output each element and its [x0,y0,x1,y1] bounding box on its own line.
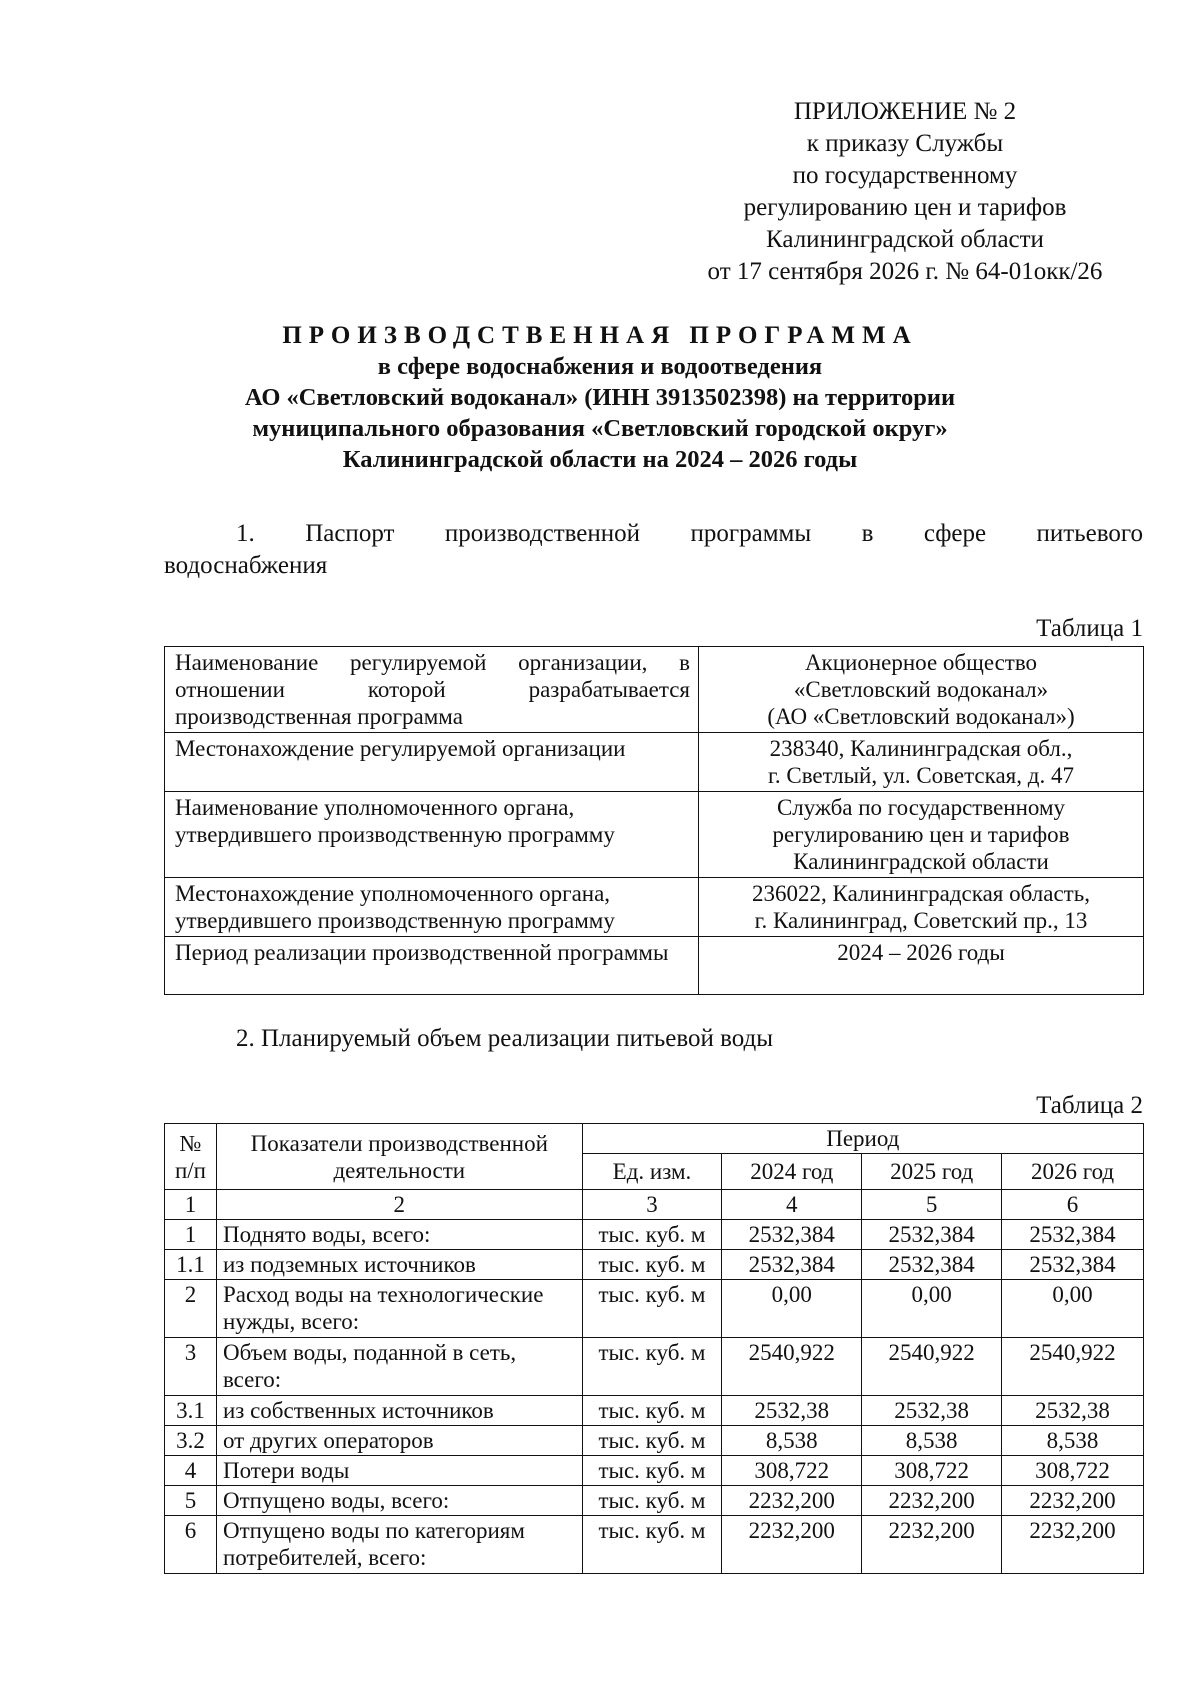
row-value-2024: 8,538 [722,1426,862,1456]
appendix-line: к приказу Службы [806,130,1004,157]
table-row [165,937,1144,995]
index-cell: 6 [1002,1190,1144,1220]
title-line: Калининградской области на 2024 – 2026 годы [342,446,858,473]
table-row [165,1338,1144,1396]
row-indicator: Отпущено воды по категориям потребителей, всего: [216,1516,582,1574]
title-line: муниципального образования «Светловский городской округ» [252,415,948,442]
table-row [165,1516,1144,1574]
row-number: 4 [165,1456,217,1486]
section-1-heading [164,518,1143,582]
header-year: 2024 год [722,1154,862,1190]
table-cell [699,733,1144,792]
index-cell: 2 [216,1190,582,1220]
table-row [165,733,1144,792]
row-value-2026: 0,00 [1002,1280,1144,1338]
appendix-line: ПРИЛОЖЕНИЕ № 2 [793,98,1017,125]
row-value-2024: 2232,200 [722,1486,862,1516]
row-value-2025: 2540,922 [862,1338,1002,1396]
row-value-2025: 2232,200 [862,1486,1002,1516]
cell-line: 236022, Калининградская область, [752,881,1090,906]
table-row [165,1426,1144,1456]
water-volume-table [164,1123,1144,1574]
table-cell [699,792,1144,878]
table-row [165,1486,1144,1516]
row-value-2024: 2532,384 [722,1220,862,1250]
row-value-2024: 0,00 [722,1280,862,1338]
row-value-2026: 2540,922 [1002,1338,1144,1396]
table-cell: Наименование уполномоченного органа, утвердившего производственную программу [165,792,699,878]
index-cell: 3 [582,1190,722,1220]
cell-line: Служба по государственному [776,795,1066,820]
row-value-2024: 2540,922 [722,1338,862,1396]
row-value-2024: 2532,38 [722,1396,862,1426]
table-cell: Местонахождение уполномоченного органа, утвердившего производственную программу [165,878,699,937]
title-line: в сфере водоснабжения и водоотведения [377,353,823,380]
row-unit: тыс. куб. м [582,1456,722,1486]
row-unit: тыс. куб. м [582,1486,722,1516]
appendix-line: регулированию цен и тарифов [743,194,1067,221]
row-unit: тыс. куб. м [582,1220,722,1250]
row-number: 6 [165,1516,217,1574]
row-number: 3.1 [165,1396,217,1426]
row-value-2024: 2532,384 [722,1250,862,1280]
row-unit: тыс. куб. м [582,1250,722,1280]
cell-line: Акционерное общество [804,650,1038,675]
table-row [165,1220,1144,1250]
table-row [165,1280,1144,1338]
cell-line: г. Светлый, ул. Советская, д. 47 [768,763,1074,788]
table-index-row [165,1190,1144,1220]
table-row [165,878,1144,937]
header-year: 2026 год [1002,1154,1144,1190]
row-indicator: Расход воды на технологические нужды, всего: [216,1280,582,1338]
row-indicator: Потери воды [216,1456,582,1486]
index-cell: 4 [722,1190,862,1220]
table-cell [699,937,1144,995]
row-number: 1 [165,1220,217,1250]
row-indicator: из собственных источников [216,1396,582,1426]
row-value-2026: 2232,200 [1002,1486,1144,1516]
cell-line: Калининградской области [793,849,1049,874]
row-number: 2 [165,1280,217,1338]
passport-table [164,646,1144,995]
row-value-2025: 2232,200 [862,1516,1002,1574]
row-value-2026: 2232,200 [1002,1516,1144,1574]
cell-line: (АО «Светловский водоканал») [767,704,1075,729]
cell-line: «Светловский водоканал» [793,677,1049,702]
index-cell: 1 [165,1190,217,1220]
row-value-2025: 308,722 [862,1456,1002,1486]
row-indicator: из подземных источников [216,1250,582,1280]
row-unit: тыс. куб. м [582,1426,722,1456]
header-unit: Ед. изм. [582,1154,722,1190]
row-value-2025: 2532,384 [862,1220,1002,1250]
table-row [165,1250,1144,1280]
table-cell [699,878,1144,937]
row-value-2026: 2532,38 [1002,1396,1144,1426]
row-number: 1.1 [165,1250,217,1280]
row-number: 5 [165,1486,217,1516]
title-main: ПРОИЗВОДСТВЕННАЯ ПРОГРАММА [282,322,918,349]
header-period: Период [582,1124,1143,1154]
row-value-2026: 2532,384 [1002,1250,1144,1280]
table-1-caption: Таблица 1 [1036,615,1143,642]
appendix-line: от 17 сентября 2026 г. № 64-01окк/26 [707,258,1103,285]
cell-line: 238340, Калининградская обл., [769,736,1073,761]
row-unit: тыс. куб. м [582,1338,722,1396]
section-1-line: водоснабжения [164,552,328,579]
appendix-line: по государственному [792,162,1018,189]
row-indicator: Объем воды, поданной в сеть, всего: [216,1338,582,1396]
table-row [165,1456,1144,1486]
table-2-caption: Таблица 2 [1036,1092,1143,1119]
appendix-line: Калининградской области [766,226,1044,253]
table-cell: Наименование регулируемой организации, в отношении которой разрабатывается производственная программа [165,647,699,733]
cell-line: регулированию цен и тарифов [772,822,1070,847]
table-row [165,792,1144,878]
cell-line: г. Калининград, Советский пр., 13 [754,908,1088,933]
appendix-header [670,96,1140,288]
section-2-heading: 2. Планируемый объем реализации питьевой воды [236,1025,774,1052]
header-year: 2025 год [862,1154,1002,1190]
table-cell [699,647,1144,733]
row-value-2024: 2232,200 [722,1516,862,1574]
document-title [160,320,1040,475]
cell-line: 2024 – 2026 годы [837,940,1005,965]
index-cell: 5 [862,1190,1002,1220]
row-value-2026: 308,722 [1002,1456,1144,1486]
row-indicator: Поднято воды, всего: [216,1220,582,1250]
row-value-2025: 0,00 [862,1280,1002,1338]
header-indicator: Показатели производственной деятельности [216,1124,582,1190]
section-1-line: 1. Паспорт производственной программы в сфере питьевого [236,520,1143,547]
row-value-2025: 8,538 [862,1426,1002,1456]
title-line: АО «Светловский водоканал» (ИНН 3913502398) на территории [244,384,956,411]
row-value-2024: 308,722 [722,1456,862,1486]
table-row [165,647,1144,733]
row-value-2025: 2532,384 [862,1250,1002,1280]
row-unit: тыс. куб. м [582,1280,722,1338]
table-cell: Местонахождение регулируемой организации [165,733,699,792]
row-number: 3 [165,1338,217,1396]
row-value-2026: 2532,384 [1002,1220,1144,1250]
row-value-2025: 2532,38 [862,1396,1002,1426]
row-indicator: Отпущено воды, всего: [216,1486,582,1516]
table-row [165,1396,1144,1426]
row-indicator: от других операторов [216,1426,582,1456]
table-cell: Период реализации производственной программы [165,937,699,995]
row-unit: тыс. куб. м [582,1396,722,1426]
header-no: № п/п [165,1124,217,1190]
row-unit: тыс. куб. м [582,1516,722,1574]
table-header-row [165,1124,1144,1154]
row-value-2026: 8,538 [1002,1426,1144,1456]
row-number: 3.2 [165,1426,217,1456]
